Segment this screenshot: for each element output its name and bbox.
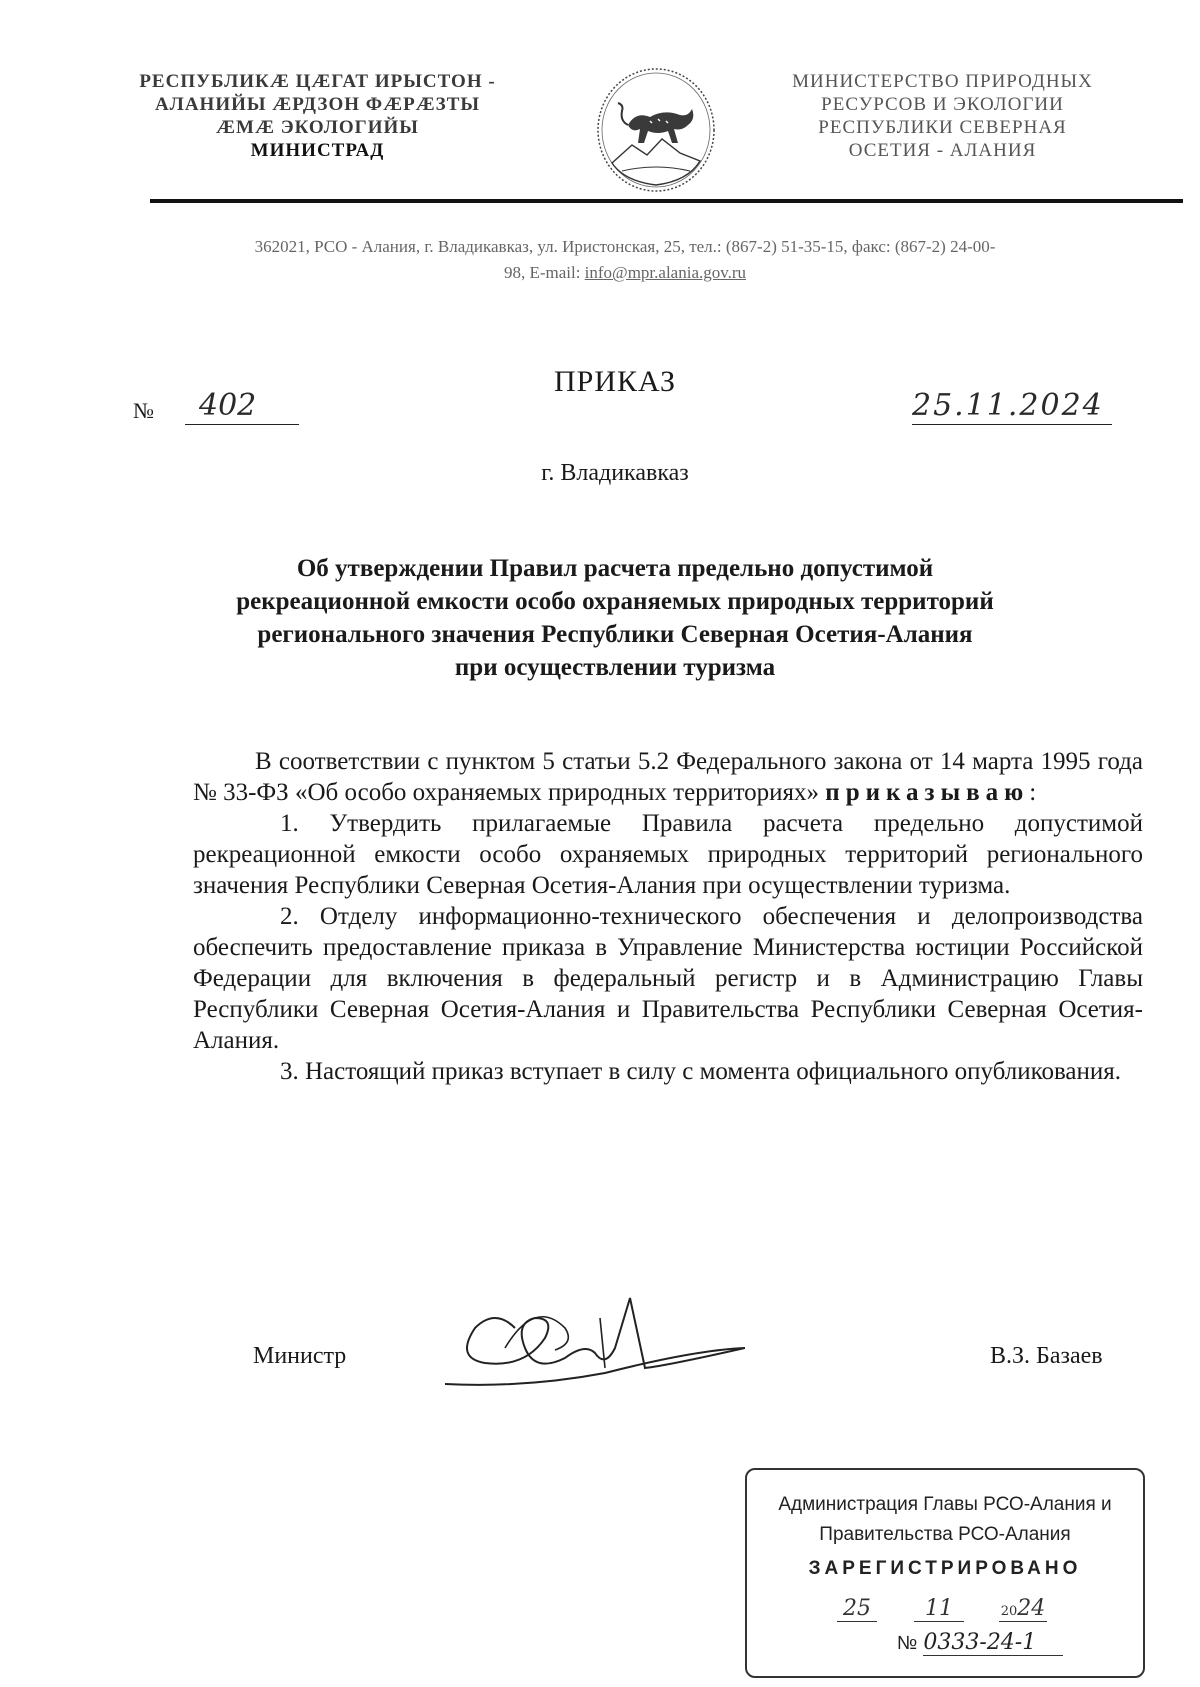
header-right-line: РЕСУРСОВ И ЭКОЛОГИИ [821, 94, 1064, 115]
order-city: г. Владикавказ [541, 460, 689, 486]
number-sign: № [133, 398, 154, 423]
stamp-year-prefix: 20 [1000, 1604, 1018, 1619]
contact-address [115, 234, 1135, 286]
stamp-day: 25 [837, 1596, 877, 1622]
header-left-line: РЕСПУБЛИКÆ ЦÆГАТ ИРЫСТОН - [139, 71, 496, 92]
stamp-year [999, 1596, 1047, 1622]
order-word: приказываю [825, 779, 1030, 806]
stamp-month: 11 [914, 1596, 964, 1622]
preamble-text: В соответствии с пунктом 5 статьи 5.2 Федерального закона от 14 марта 1995 года № 33-ФЗ «Об особо охраняемых природных территориях» [193, 748, 1143, 806]
header-left-line: АЛАНИЙЫ ÆРДЗОН ФÆРÆЗТЫ [154, 94, 481, 115]
header-left-line: ÆМÆ ЭКОЛОГИЙЫ [216, 117, 419, 138]
stamp-org-line: Правительства РСО-Алания [819, 1524, 1071, 1545]
order-word-colon: : [1029, 779, 1037, 806]
header-left-ossetian [115, 70, 520, 162]
order-item-1: 1. Утвердить прилагаемые Правила расчета предельно допустимой рекреационной емкости особо охраняемых природных территорий регионального значения Республики Северная Осетия-Алания при осуществлении туризма. [193, 810, 1143, 899]
order-item-2: 2. Отделу информационно-технического обеспечения и делопроизводства обеспечить предоставление приказа в Управление Министерства юстиции Российской Федерации для включения в федеральный регистр и в Администрацию Главы Республики Северная Осетия-Алания и Правительства Республики Северная Осетия-Алания. [193, 903, 1143, 1054]
subject-line: при осуществлении туризма [454, 654, 776, 681]
stamp-number-handwritten: 0333-24-1 [923, 1630, 1063, 1656]
preamble-paragraph [193, 746, 1143, 808]
order-subject [170, 552, 1060, 684]
document-title: ПРИКАЗ [554, 365, 676, 398]
order-number-handwritten: 402 [185, 388, 299, 425]
subject-line: регионального значения Республики Северная Осетия-Алания [257, 621, 973, 648]
order-body [193, 746, 1143, 1087]
header-left-line: МИНИСТРАД [250, 140, 385, 161]
header-right-line: ОСЕТИЯ - АЛАНИЯ [848, 140, 1037, 161]
header-right-line: РЕСПУБЛИКИ СЕВЕРНАЯ [818, 117, 1067, 138]
header-right-line: МИНИСТЕРСТВО ПРИРОДНЫХ [792, 71, 1093, 92]
handwritten-signature [445, 1288, 745, 1398]
header-divider [150, 199, 1183, 203]
stamp-registered-label: ЗАРЕГИСТРИРОВАНО [808, 1558, 1082, 1579]
stamp-registration-number [897, 1630, 1063, 1656]
email-link[interactable]: info@mpr.alania.gov.ru [584, 263, 747, 282]
address-line-1: 362021, РСО - Алания, г. Владикавказ, ул. Иристонская, 25, тел.: (867-2) 51-35-15, факс: (867-2) 24-00- [254, 237, 996, 256]
coat-of-arms-emblem-icon [592, 63, 720, 197]
stamp-number-sign: № [897, 1633, 918, 1654]
stamp-year-suffix: 24 [1017, 1596, 1046, 1621]
subject-line: рекреационной емкости особо охраняемых природных территорий [236, 588, 994, 615]
address-line-2 [115, 260, 1135, 286]
stamp-org-line: Администрация Главы РСО-Алания и [778, 1494, 1112, 1515]
header-right-russian [745, 70, 1140, 162]
signer-name: В.З. Базаев [990, 1343, 1103, 1369]
address-line-2-prefix: 98, E-mail: [503, 263, 585, 282]
signer-role: Министр [253, 1343, 347, 1369]
order-date-handwritten: 25.11.2024 [912, 388, 1112, 425]
stamp-date [837, 1596, 1047, 1622]
subject-line: Об утверждении Правил расчета предельно допустимой [296, 555, 934, 582]
order-number [133, 390, 283, 430]
stamp-organization [747, 1490, 1143, 1550]
registration-stamp [745, 1468, 1145, 1678]
order-item-3: 3. Настоящий приказ вступает в силу с момента официального опубликования. [280, 1058, 1122, 1085]
